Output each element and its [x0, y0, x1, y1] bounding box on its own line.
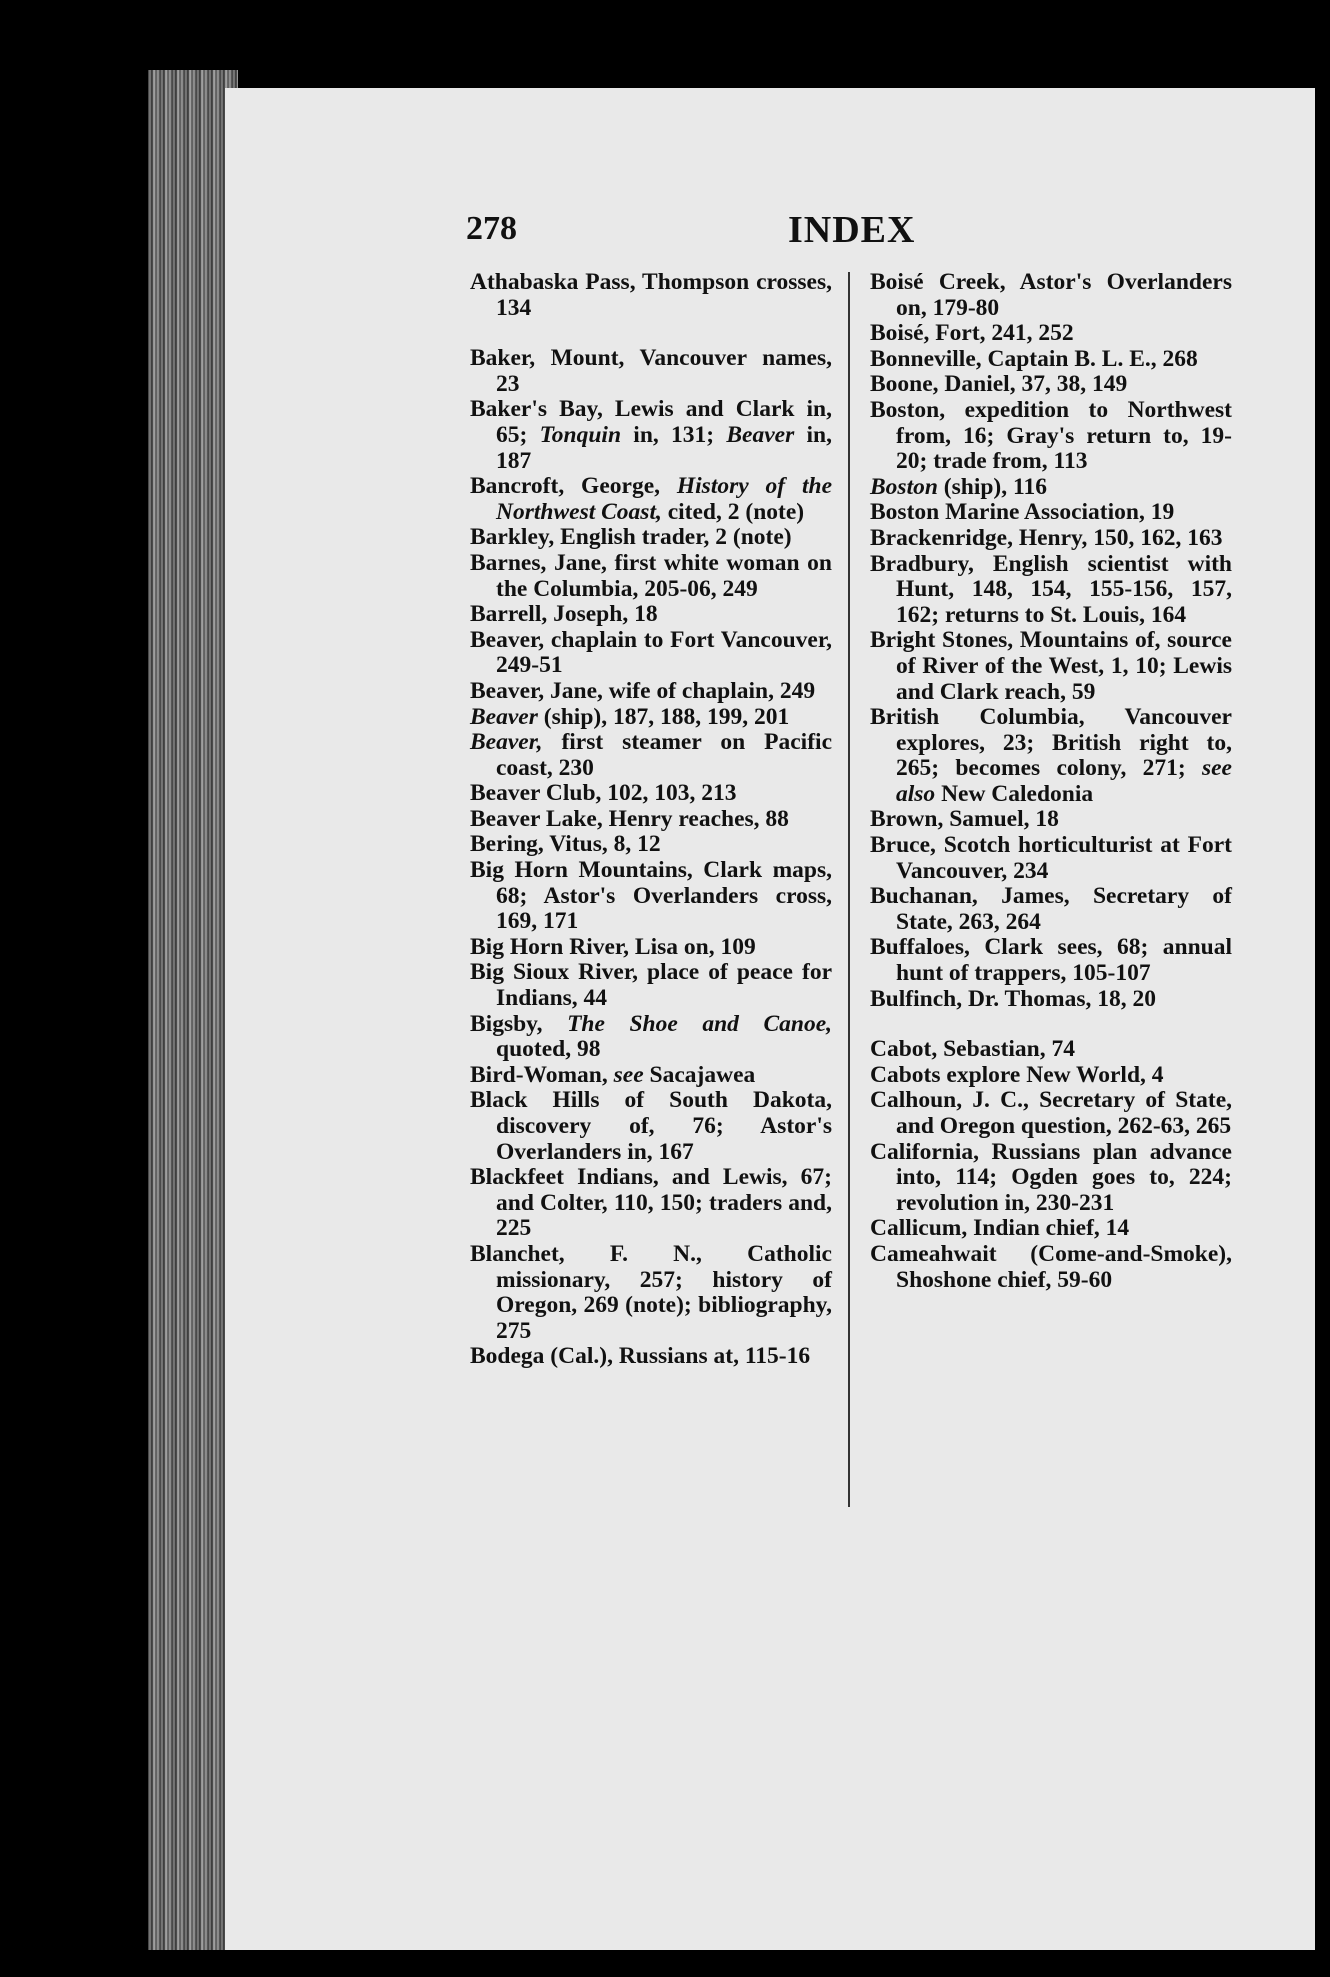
index-entry-text: Bird-Woman,	[470, 1061, 614, 1088]
index-entry	[870, 705, 1232, 807]
index-entry-text: Blanchet, F. N., Catholic missionary, 257; history of Oregon, 269 (note); bibliography, 275	[470, 1240, 832, 1344]
index-entry	[470, 730, 832, 781]
index-entry	[870, 398, 1232, 475]
index-entry-text: Big Horn River, Lisa on, 109	[470, 933, 756, 960]
index-entry	[470, 474, 832, 525]
index-entry-text: Buffaloes, Clark sees, 68; annual hunt of trappers, 105-107	[870, 934, 1232, 987]
index-entry	[870, 1088, 1232, 1139]
index-entry	[870, 321, 1232, 347]
index-entry	[470, 525, 832, 551]
index-entry-text: Baker, Mount, Vancouver names, 23	[470, 345, 832, 397]
index-entry	[470, 346, 832, 397]
index-entry	[870, 1063, 1232, 1089]
index-entry-italic: Beaver	[470, 703, 538, 730]
index-entry	[470, 705, 832, 731]
index-entry	[870, 475, 1232, 501]
index-entry	[870, 884, 1232, 935]
index-entry-text: Boston Marine Association, 19	[870, 499, 1175, 526]
index-entry-text: Bering, Vitus, 8, 12	[470, 831, 661, 858]
index-entry-text: Big Sioux River, place of peace for Indians, 44	[470, 959, 832, 1012]
index-entry-text: Boisé Creek, Astor's Overlanders on, 179-80	[870, 269, 1232, 321]
index-entry-italic: see also	[896, 755, 1232, 807]
index-entry	[470, 807, 832, 833]
index-entry-text: Boston, expedition to Northwest from, 16; Gray's return to, 19-20; trade from, 113	[870, 396, 1232, 475]
index-entry-text: Boisé, Fort, 241, 252	[870, 320, 1074, 347]
index-entry-text: Bonneville, Captain B. L. E., 268	[870, 345, 1198, 372]
index-entry-italic: The Shoe and Canoe,	[567, 1010, 833, 1037]
index-entry	[470, 1165, 832, 1242]
index-entry-text: Beaver Club, 102, 103, 213	[470, 780, 737, 807]
index-entry-text: Barnes, Jane, first white woman on the Columbia, 205-06, 249	[470, 549, 832, 602]
index-column-left	[470, 270, 832, 1370]
index-entry-text: Bulfinch, Dr. Thomas, 18, 20	[870, 985, 1156, 1012]
index-entry-text: Blackfeet Indians, and Lewis, 67; and Colter, 110, 150; traders and, 225	[470, 1164, 832, 1242]
index-entry-text: Barkley, English trader, 2 (note)	[470, 524, 792, 551]
index-entry-text: Cabots explore New World, 4	[870, 1061, 1164, 1088]
index-entry-text: New Caledonia	[935, 780, 1094, 807]
index-entry-text: Bruce, Scotch horticulturist at Fort Vancouver, 234	[870, 832, 1232, 884]
index-entry	[470, 602, 832, 628]
index-entry-text: Buchanan, James, Secretary of State, 263, 264	[870, 883, 1232, 935]
index-entry-text: Brown, Samuel, 18	[870, 806, 1059, 833]
index-entry	[870, 500, 1232, 526]
index-entry	[870, 833, 1232, 884]
index-entry	[470, 781, 832, 807]
index-entry-text: Bancroft, George,	[470, 473, 677, 500]
index-entry	[470, 551, 832, 602]
index-entry-text: Callicum, Indian chief, 14	[870, 1215, 1130, 1242]
index-entry	[470, 1088, 832, 1165]
index-entry-text: Calhoun, J. C., Secretary of State, and Oregon question, 262-63, 265	[870, 1087, 1232, 1139]
index-entry	[470, 832, 832, 858]
index-entry	[470, 935, 832, 961]
index-entry-text: Black Hills of South Dakota, discovery of, 76; Astor's Overlanders in, 167	[470, 1087, 832, 1165]
index-entry	[470, 1012, 832, 1063]
index-entry-text: Sacajawea	[643, 1061, 756, 1088]
index-entry-italic: see	[613, 1061, 644, 1088]
index-entry-italic: Tonquin	[539, 421, 622, 448]
index-entry-text: Barrell, Joseph, 18	[470, 601, 658, 628]
index-entry	[870, 807, 1232, 833]
index-entry-text: (ship), 116	[937, 473, 1047, 500]
index-entry	[470, 960, 832, 1011]
index-entry	[470, 858, 832, 935]
index-entry-text: Beaver, chaplain to Fort Vancouver, 249-51	[470, 626, 832, 679]
index-entry	[870, 1242, 1232, 1293]
index-entry-text: quoted, 98	[496, 1036, 601, 1063]
index-entry	[470, 1344, 832, 1370]
index-entry-text: Boone, Daniel, 37, 38, 149	[870, 371, 1128, 398]
index-entry	[870, 270, 1232, 321]
index-entry-text: Beaver, Jane, wife of chaplain, 249	[470, 677, 816, 704]
index-entry-text: in, 187	[496, 421, 832, 474]
index-entry	[870, 987, 1232, 1013]
index-entry-text: Cameahwait (Come-and-Smoke), Shoshone chief, 59-60	[870, 1240, 1232, 1293]
index-entry-text: Bodega (Cal.), Russians at, 115-16	[470, 1343, 811, 1370]
index-entry-text: Athabaska Pass, Thompson crosses, 134	[470, 269, 832, 321]
column-divider	[848, 272, 850, 1507]
index-column-right	[870, 270, 1232, 1293]
index-entry-text: cited, 2 (note)	[661, 498, 805, 525]
index-entry-text: British Columbia, Vancouver explores, 23; British right to, 265; becomes colony, 271;	[870, 704, 1232, 782]
index-entry-italic: History of the Northwest Coast,	[496, 473, 832, 525]
index-entry-italic: Beaver	[726, 421, 795, 448]
index-entry	[870, 552, 1232, 629]
index-entry	[870, 347, 1232, 373]
index-entry-text: Big Horn Mountains, Clark maps, 68; Astor's Overlanders cross, 169, 171	[470, 857, 832, 935]
index-entry	[870, 1216, 1232, 1242]
index-entry	[470, 628, 832, 679]
index-entry	[870, 628, 1232, 705]
index-entry-text: Cabot, Sebastian, 74	[870, 1036, 1076, 1063]
index-entry	[470, 270, 832, 321]
page-title: INDEX	[788, 209, 916, 251]
index-entry-italic: Beaver,	[470, 729, 543, 756]
index-entry-text: Baker's Bay, Lewis and Clark in, 65;	[470, 396, 832, 448]
index-entry-text: Bright Stones, Mountains of, source of River of the West, 1, 10; Lewis and Clark reach, 59	[870, 627, 1232, 705]
index-entry-italic: Boston	[870, 473, 938, 500]
index-entry-text: (ship), 187, 188, 199, 201	[537, 703, 790, 730]
index-entry-text: Beaver Lake, Henry reaches, 88	[470, 805, 789, 832]
index-entry-text: Bradbury, English scientist with Hunt, 148, 154, 155-156, 157, 162; returns to St. Louis, 164	[870, 550, 1232, 628]
index-entry	[470, 397, 832, 474]
index-entry-text: Brackenridge, Henry, 150, 162, 163	[870, 524, 1223, 551]
index-entry-text: first steamer on Pacific coast, 230	[496, 729, 832, 781]
index-entry	[470, 1063, 832, 1089]
index-entry	[870, 935, 1232, 986]
index-entry	[470, 1242, 832, 1344]
index-entry-text: Bigsby,	[470, 1010, 568, 1037]
index-entry-text: California, Russians plan advance into, 114; Ogden goes to, 224; revolution in, 230-231	[870, 1138, 1232, 1216]
index-entry	[870, 1037, 1232, 1063]
page-number: 278	[466, 210, 517, 247]
index-entry	[470, 679, 832, 705]
index-entry	[870, 372, 1232, 398]
index-entry	[870, 526, 1232, 552]
index-entry-text: in, 131;	[621, 421, 727, 448]
index-entry	[870, 1140, 1232, 1217]
